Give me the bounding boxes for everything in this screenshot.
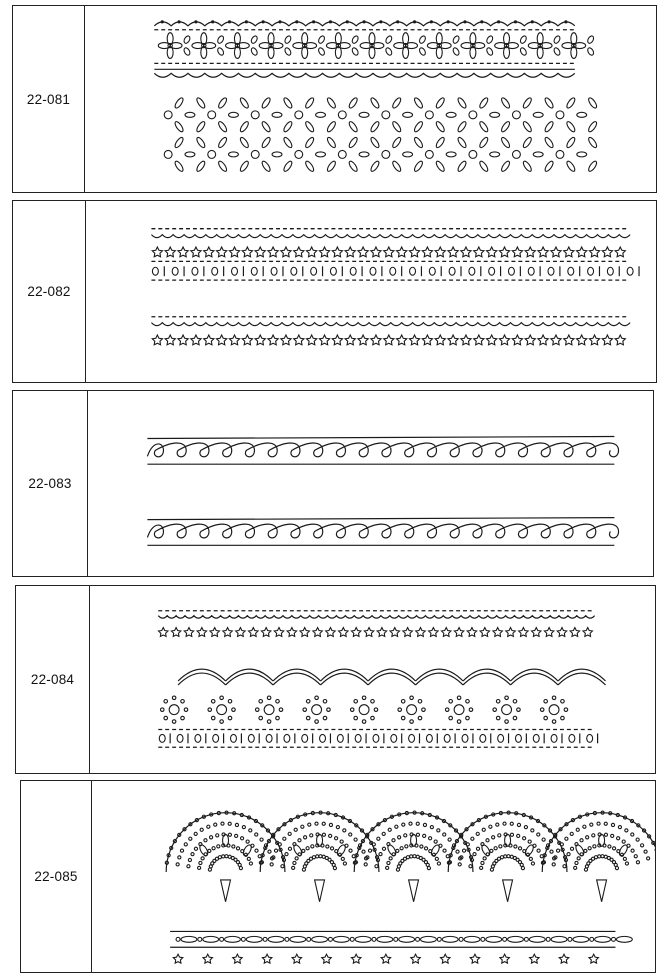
star-eyelet-band-icon	[86, 201, 656, 382]
fan-scallop-lace-icon	[92, 781, 655, 972]
catalog-panel-22-084	[15, 585, 656, 774]
floral-eyelet-border-icon	[85, 6, 656, 192]
catalog-panel-22-082	[12, 200, 657, 383]
pattern-code: 22-083	[13, 391, 88, 576]
pattern-code: 22-082	[13, 201, 86, 382]
catalog-panel-22-081	[12, 5, 657, 193]
wave-scroll-border-icon	[88, 391, 653, 576]
pattern-code: 22-085	[21, 781, 92, 972]
pattern-code: 22-081	[13, 6, 85, 192]
scallop-circle-border-icon	[90, 586, 655, 773]
pattern-code: 22-084	[16, 586, 90, 773]
catalog-panel-22-085	[20, 780, 656, 973]
catalog-panel-22-083	[12, 390, 654, 577]
